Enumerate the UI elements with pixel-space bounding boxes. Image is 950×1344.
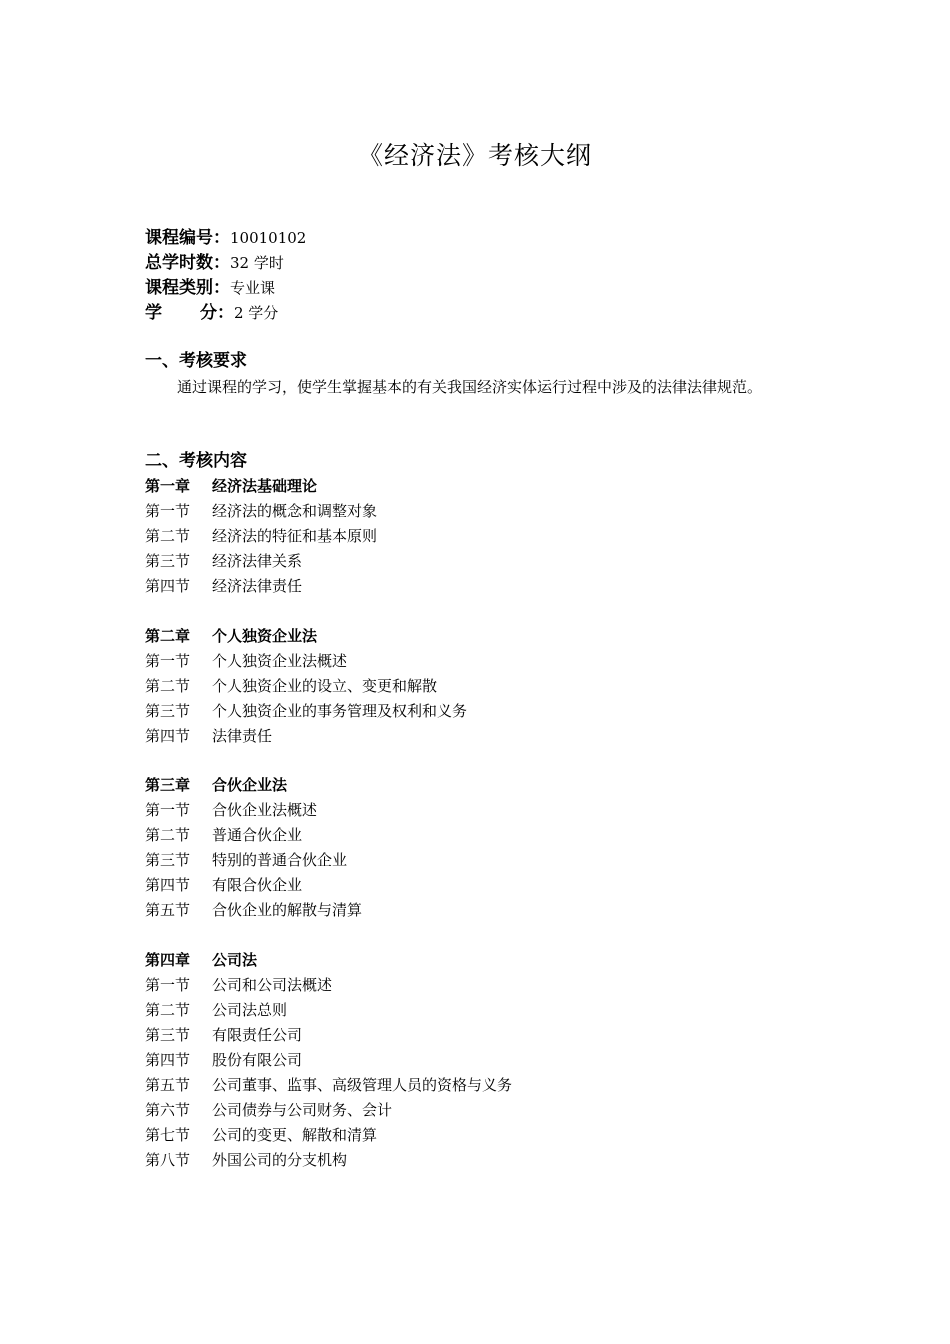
credits-label-part-b: 分： <box>200 303 234 323</box>
section-number: 第七节 <box>145 1126 191 1144</box>
course-code-label: 课程编号： <box>145 228 230 248</box>
section-name: 个人独资企业的设立、变更和解散 <box>212 677 438 695</box>
section-number: 第二节 <box>145 527 191 545</box>
course-type-row <box>145 276 306 301</box>
section-name: 特别的普通合伙企业 <box>212 851 348 869</box>
section-item <box>145 848 362 873</box>
chapter-name: 经济法基础理论 <box>212 477 318 495</box>
section-number: 第四节 <box>145 727 191 745</box>
section-number: 第五节 <box>145 1076 191 1094</box>
section-name: 有限合伙企业 <box>212 876 303 894</box>
section-name: 经济法的特征和基本原则 <box>212 527 378 545</box>
section-item <box>145 1123 512 1148</box>
section-item <box>145 499 377 524</box>
credits-row <box>145 301 306 326</box>
section-number: 第三节 <box>145 851 191 869</box>
chapter-heading <box>145 624 467 649</box>
section-name: 公司法总则 <box>212 1001 288 1019</box>
credits-value: 2 学分 <box>234 304 279 322</box>
section-name: 合伙企业的解散与清算 <box>212 901 363 919</box>
course-type-label: 课程类别： <box>145 278 230 298</box>
section-name: 有限责任公司 <box>212 1026 303 1044</box>
section-number: 第四节 <box>145 577 191 595</box>
section-item <box>145 674 467 699</box>
chapter-3 <box>145 773 362 923</box>
section-item <box>145 649 467 674</box>
chapter-heading <box>145 474 377 499</box>
section-name: 外国公司的分支机构 <box>212 1151 348 1169</box>
section-content-heading: 二、考核内容 <box>145 451 247 471</box>
section-number: 第六节 <box>145 1101 191 1119</box>
section-item <box>145 1023 512 1048</box>
section-item <box>145 1098 512 1123</box>
section-name: 普通合伙企业 <box>212 826 303 844</box>
course-code-row <box>145 226 306 251</box>
section-name: 股份有限公司 <box>212 1051 303 1069</box>
section-item <box>145 574 377 599</box>
section-name: 经济法的概念和调整对象 <box>212 502 378 520</box>
total-hours-row <box>145 251 306 276</box>
section-number: 第五节 <box>145 901 191 919</box>
section-number: 第一节 <box>145 801 191 819</box>
section-item <box>145 798 362 823</box>
section-name: 个人独资企业法概述 <box>212 652 348 670</box>
section-number: 第四节 <box>145 1051 191 1069</box>
document-title: 《经济法》考核大纲 <box>357 141 592 170</box>
section-number: 第二节 <box>145 677 191 695</box>
section-number: 第三节 <box>145 1026 191 1044</box>
chapter-name: 合伙企业法 <box>212 776 288 794</box>
section-name: 公司和公司法概述 <box>212 976 333 994</box>
section-item <box>145 873 362 898</box>
chapter-number: 第一章 <box>145 477 191 495</box>
section-number: 第二节 <box>145 826 191 844</box>
section-name: 个人独资企业的事务管理及权利和义务 <box>212 702 468 720</box>
section-item <box>145 1148 512 1173</box>
section-item <box>145 724 467 749</box>
chapter-heading <box>145 773 362 798</box>
section-number: 第四节 <box>145 876 191 894</box>
section-item <box>145 699 467 724</box>
section-item <box>145 973 512 998</box>
chapter-name: 公司法 <box>212 951 258 969</box>
total-hours-label: 总学时数： <box>145 253 230 273</box>
section-name: 法律责任 <box>212 727 273 745</box>
section-number: 第一节 <box>145 652 191 670</box>
section-item <box>145 1048 512 1073</box>
course-info <box>145 226 306 326</box>
chapter-4 <box>145 948 512 1173</box>
chapter-name: 个人独资企业法 <box>212 627 318 645</box>
section-name: 经济法律责任 <box>212 577 303 595</box>
section-number: 第二节 <box>145 1001 191 1019</box>
section-name: 公司董事、监事、高级管理人员的资格与义务 <box>212 1076 513 1094</box>
section-number: 第一节 <box>145 502 191 520</box>
section-number: 第三节 <box>145 702 191 720</box>
section-item <box>145 823 362 848</box>
section-name: 公司债券与公司财务、会计 <box>212 1101 393 1119</box>
chapter-number: 第二章 <box>145 627 191 645</box>
section-item <box>145 524 377 549</box>
course-type-value: 专业课 <box>230 279 276 297</box>
section-item <box>145 549 377 574</box>
section-name: 公司的变更、解散和清算 <box>212 1126 378 1144</box>
chapter-heading <box>145 948 512 973</box>
section-number: 第八节 <box>145 1151 191 1169</box>
section-item <box>145 1073 512 1098</box>
credits-label <box>145 301 234 326</box>
section-number: 第一节 <box>145 976 191 994</box>
section-item <box>145 898 362 923</box>
section-name: 经济法律关系 <box>212 552 303 570</box>
chapter-number: 第四章 <box>145 951 191 969</box>
chapter-number: 第三章 <box>145 776 191 794</box>
credits-label-part-a: 学 <box>145 303 162 323</box>
total-hours-value: 32 学时 <box>230 254 284 272</box>
section-requirements-heading: 一、考核要求 <box>145 351 247 371</box>
section-item <box>145 998 512 1023</box>
course-code-value: 10010102 <box>230 229 307 247</box>
chapter-1 <box>145 474 377 599</box>
section-name: 合伙企业法概述 <box>212 801 318 819</box>
chapter-2 <box>145 624 467 749</box>
section-number: 第三节 <box>145 552 191 570</box>
section-requirements-text: 通过课程的学习，使学生掌握基本的有关我国经济实体运行过程中涉及的法律法律规范。 <box>177 378 763 396</box>
